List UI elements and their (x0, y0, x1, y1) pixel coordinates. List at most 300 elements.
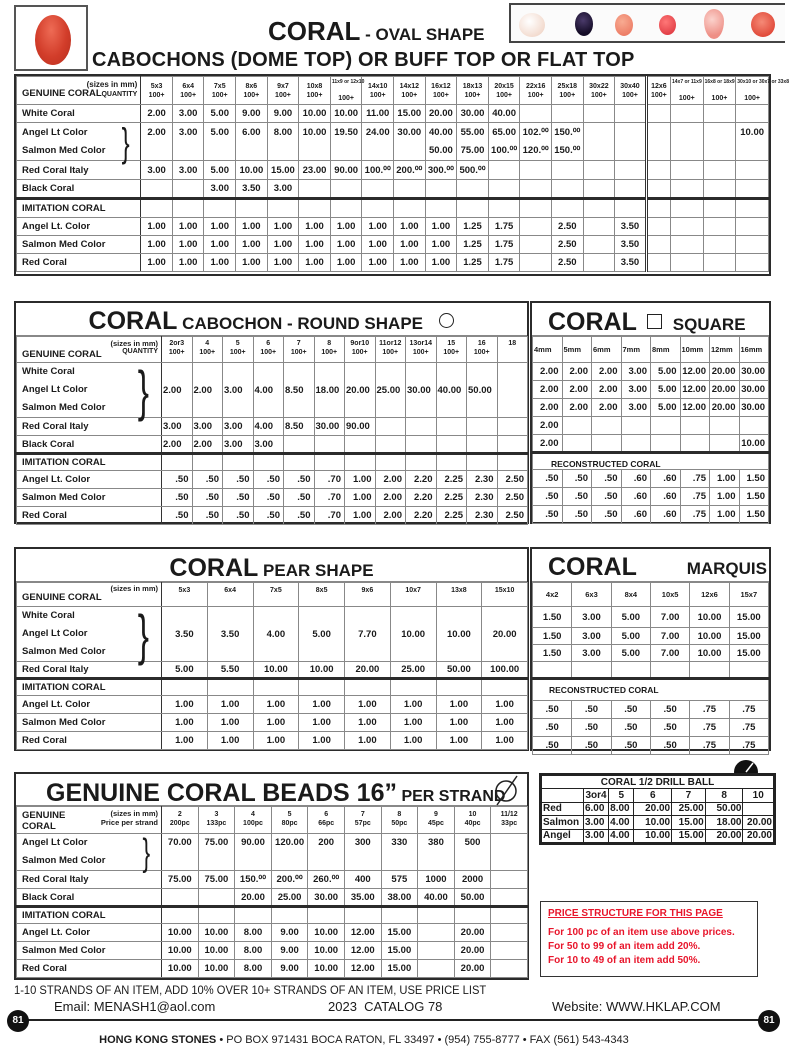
price-cell: 3.00 (621, 363, 651, 381)
imitation-label: IMITATION CORAL (17, 454, 162, 471)
row-label (17, 254, 141, 272)
price-cell: 12.00 (344, 924, 381, 942)
size-label: 4 (205, 340, 210, 347)
price-cell: 1.00 (362, 218, 394, 236)
size-column-header (299, 77, 331, 105)
size-column-header: 7mm (621, 337, 651, 363)
imitation-row (17, 924, 528, 942)
oval-row (17, 123, 769, 142)
price-cell: 40.00 (436, 363, 467, 418)
price-cell (703, 105, 736, 123)
size-column-header (394, 77, 426, 105)
price-cell (488, 180, 520, 199)
square-row (533, 399, 769, 417)
price-rule-1: For 100 pc of an item use above prices. (548, 927, 735, 938)
imitation-row (17, 507, 528, 525)
price-cell (198, 889, 235, 907)
price-cell (651, 417, 681, 435)
price-cell: 18.00 (314, 363, 345, 418)
price-cell: 2.20 (406, 489, 437, 507)
quantity-label: QUANTITY (122, 348, 158, 355)
size-column-header (314, 337, 345, 363)
price-cell: 1.00 (345, 732, 391, 750)
price-cell (375, 418, 406, 436)
square-title-suffix: SQUARE (672, 315, 746, 334)
price-cell: 1.00 (425, 254, 457, 272)
size-column-header (491, 807, 528, 834)
price-cell (162, 889, 199, 907)
price-cell: .50 (611, 719, 650, 737)
price-cell (703, 180, 736, 199)
price-cell (615, 123, 647, 142)
size-column-header (198, 807, 235, 834)
beads-title (16, 774, 527, 806)
price-cell (621, 417, 651, 435)
price-cell: 20.00 (710, 363, 740, 381)
empty-cell (308, 907, 345, 924)
price-cell: 3.00 (572, 645, 611, 662)
price-cell: 1.00 (253, 714, 299, 732)
size-column-header (381, 807, 418, 834)
round-row (17, 418, 528, 436)
price-structure-box (540, 901, 758, 977)
row-label: Red Coral (17, 732, 162, 750)
price-cell: .50 (650, 701, 689, 719)
price-cell: 3.00 (172, 161, 204, 180)
empty-cell (736, 199, 769, 218)
oval-row (17, 180, 769, 199)
size-column-header: 13x8 (436, 583, 482, 607)
price-cell (425, 180, 457, 199)
pieces-label: 57pc (354, 820, 371, 827)
price-cell: 1.50 (533, 628, 572, 645)
price-cell: 10.00 (330, 105, 362, 123)
price-cell: 150.⁰⁰ (551, 142, 583, 161)
footer-email[interactable]: Email: MENASH1@aol.com (54, 999, 216, 1014)
size-column-header: 15x7 (729, 583, 768, 607)
price-cell (670, 236, 703, 254)
price-cell: 50.00 (705, 802, 743, 815)
size-label: 9x7 (277, 82, 289, 90)
price-cell: 8.50 (284, 418, 315, 436)
price-cell: 15.00 (672, 829, 706, 842)
size-label: 7 (360, 811, 365, 818)
price-cell: 7.00 (650, 607, 689, 628)
price-cell: 1.00 (362, 254, 394, 272)
price-cell (491, 889, 528, 907)
price-cell: 5.00 (204, 123, 236, 142)
size-label: 4 (251, 811, 255, 818)
price-cell (670, 254, 703, 272)
imitation-row (17, 489, 528, 507)
pieces-label: 40pc (464, 820, 481, 827)
marquis-table (532, 582, 769, 755)
price-cell: 1.00 (436, 714, 482, 732)
price-cell: 1.00 (236, 218, 268, 236)
quantity-value: 100+ (180, 91, 197, 99)
row-label (17, 218, 141, 236)
reconstructed-row (533, 737, 769, 755)
price-cell (710, 435, 740, 453)
quantity-value: 100+ (433, 91, 449, 99)
price-cell: .50 (284, 507, 315, 525)
brace-icon: } (121, 121, 130, 165)
price-cell: .50 (533, 701, 572, 719)
size-label: 8x6 (245, 82, 258, 90)
size-column-header (284, 337, 315, 363)
price-cell: .50 (533, 719, 572, 737)
price-cell: 2.00 (375, 471, 406, 489)
price-cell (646, 142, 670, 161)
row-label: Salmon (542, 816, 584, 829)
drill-row (542, 829, 774, 842)
price-cell: 8.50 (284, 363, 315, 418)
empty-cell (299, 679, 345, 696)
quantity-value: 100+ (148, 91, 165, 99)
price-cell: 75.00 (198, 834, 235, 871)
reconstructed-row (533, 470, 769, 488)
price-cell: 4.00 (253, 607, 299, 662)
carved-rose-sample (751, 12, 775, 37)
empty-cell (299, 199, 331, 218)
price-cell (497, 436, 528, 454)
price-cell: 15.00 (381, 924, 418, 942)
price-cell (520, 105, 552, 123)
row-name: Angel Lt Color (22, 837, 88, 848)
size-label: 13or14 (409, 340, 433, 347)
price-cell: 55.00 (457, 123, 489, 142)
size-column-header (425, 77, 457, 105)
empty-cell (314, 454, 345, 471)
row-name: Angel Lt Color (22, 384, 88, 395)
empty-cell (253, 679, 299, 696)
price-cell (267, 142, 299, 161)
page-number-left: 81 (7, 1010, 29, 1032)
size-column-header: 15x10 (482, 583, 528, 607)
price-cell (736, 254, 769, 272)
empty-cell (482, 679, 528, 696)
price-cell: .50 (592, 488, 622, 506)
black-coral-sample (575, 12, 593, 36)
imitation-header-row (17, 199, 769, 218)
imitation-header-row (17, 679, 528, 696)
oval-header-row (17, 77, 769, 105)
price-cell: 1.00 (141, 218, 173, 236)
quantity-value: 100+ (369, 91, 386, 99)
price-cell: .75 (729, 719, 768, 737)
price-cell (670, 161, 703, 180)
price-cell: 3.00 (572, 628, 611, 645)
price-cell: 1.00 (207, 732, 253, 750)
empty-cell (418, 907, 455, 924)
price-cell: 10.00 (436, 607, 482, 662)
row-name: Salmon Med Color (22, 145, 106, 157)
price-cell: 1.00 (394, 218, 426, 236)
price-cell (330, 180, 362, 199)
price-cell (615, 161, 647, 180)
price-cell (690, 662, 729, 679)
price-cell: 1.00 (390, 732, 436, 750)
price-cell (583, 254, 615, 272)
marquis-header-row (533, 583, 769, 607)
price-cell: .50 (533, 506, 563, 524)
price-cell (488, 161, 520, 180)
size-label: 25x18 (557, 82, 578, 90)
price-cell: .50 (572, 719, 611, 737)
pear-header-row (17, 583, 528, 607)
quantity-value: 100+ (382, 349, 399, 356)
beads-table (16, 806, 528, 978)
price-cell (562, 435, 592, 453)
price-cell: 2.30 (467, 471, 498, 489)
size-label: 16x8 or 18x9 (704, 78, 735, 85)
price-cell (204, 142, 236, 161)
price-cell: 1.25 (457, 254, 489, 272)
price-cell: 1.00 (345, 507, 376, 525)
size-column-header: 6x3 (572, 583, 611, 607)
size-column-header (457, 77, 489, 105)
price-cell: 2.00 (562, 399, 592, 417)
size-label: 6x4 (182, 82, 194, 90)
price-cell: 10.00 (690, 645, 729, 662)
imitation-row (17, 218, 769, 236)
price-cell (497, 363, 528, 418)
quantity-value: 100+ (527, 91, 544, 99)
price-cell: 5.00 (162, 662, 208, 679)
size-column-header: 5mm (562, 337, 592, 363)
price-cell: 7.00 (650, 645, 689, 662)
price-cell: 90.00 (345, 418, 376, 436)
size-column-header (670, 77, 703, 105)
price-cell (533, 662, 572, 679)
price-cell (172, 180, 204, 199)
price-cell: 30.00 (406, 363, 437, 418)
price-cell: 50.00 (436, 662, 482, 679)
price-cell: 2.00 (192, 436, 223, 454)
price-cell: 3.50 (236, 180, 268, 199)
row-label: Angel (542, 829, 584, 842)
price-cell: .50 (533, 737, 572, 755)
price-cell: 200 (308, 834, 345, 871)
price-cell: 1.50 (739, 488, 769, 506)
row-label: Black Coral (17, 436, 162, 454)
price-cell: 1.00 (267, 254, 299, 272)
quantity-value: 100+ (678, 94, 695, 102)
price-cell: 200.⁰⁰ (394, 161, 426, 180)
price-cell: 10.00 (162, 960, 199, 978)
size-column-header (330, 77, 365, 105)
size-label: 5 (235, 340, 240, 347)
price-cell: 1.00 (299, 714, 345, 732)
price-cell (141, 180, 173, 199)
price-cell: 3.00 (162, 418, 193, 436)
size-label: 8 (327, 340, 332, 347)
imitation-header-row (17, 454, 528, 471)
price-cell: 120.⁰⁰ (520, 142, 552, 161)
price-cell (703, 218, 736, 236)
round-title-suffix: CABOCHON - ROUND SHAPE (177, 314, 423, 333)
sizes-label: (sizes in mm) (86, 80, 138, 89)
price-cell: 15.00 (729, 607, 768, 628)
row-name: Red Coral Italy (22, 164, 89, 176)
price-cell: .75 (729, 737, 768, 755)
price-cell: 3.00 (172, 105, 204, 123)
empty-cell (198, 907, 235, 924)
beads-row (17, 889, 528, 907)
genuine-coral-label: GENUINE CORAL (22, 349, 102, 360)
imitation-row (17, 236, 769, 254)
price-cell (736, 236, 769, 254)
size-column-header: 10 (743, 789, 774, 802)
size-column-header (488, 77, 520, 105)
price-cell (736, 142, 769, 161)
price-cell: 10.00 (390, 607, 436, 662)
price-cell: 1.00 (330, 218, 362, 236)
price-cell: 5.00 (651, 381, 681, 399)
price-cell: 2.20 (406, 507, 437, 525)
white-coral-sample (519, 13, 545, 37)
row-label: Salmon Med Color (17, 714, 162, 732)
size-label: 15 (447, 340, 456, 347)
row-name: Salmon Med Color (22, 646, 106, 657)
imitation-row (17, 942, 528, 960)
drill-title: CORAL 1/2 DRILL BALL (542, 776, 774, 789)
price-cell: 3.50 (615, 254, 647, 272)
price-cell: 8.00 (267, 123, 299, 142)
size-column-header (406, 337, 437, 363)
price-cell: 1.75 (488, 236, 520, 254)
pear-row (17, 662, 528, 679)
price-cell (646, 254, 670, 272)
price-cell: 10.00 (736, 123, 769, 142)
size-column-header (344, 807, 381, 834)
size-column-header (520, 77, 552, 105)
price-cell: 150.⁰⁰ (551, 123, 583, 142)
price-cell: 300 (344, 834, 381, 871)
row-label (17, 180, 141, 199)
size-column-header (454, 807, 491, 834)
price-cell: 75.00 (457, 142, 489, 161)
size-label: 2 (177, 811, 182, 818)
reconstructed-row (533, 488, 769, 506)
price-cell: 19.50 (330, 123, 362, 142)
price-cell: 7.00 (650, 628, 689, 645)
price-cell: 30.00 (308, 889, 345, 907)
price-cell: .75 (690, 701, 729, 719)
square-title-main: CORAL (548, 308, 637, 336)
price-cell: 2.20 (406, 471, 437, 489)
price-cell (418, 924, 455, 942)
empty-cell (141, 199, 173, 218)
drill-title-row (542, 776, 774, 789)
size-column-header (223, 337, 254, 363)
price-cell: 10.00 (299, 123, 331, 142)
price-cell: 1.25 (457, 218, 489, 236)
price-cell: 1.00 (207, 714, 253, 732)
row-label: Angel Lt. Color (17, 471, 162, 489)
size-column-header: 16mm (739, 337, 769, 363)
empty-cell (390, 679, 436, 696)
price-cell (583, 236, 615, 254)
price-cell (670, 180, 703, 199)
beads-title-main: GENUINE CORAL BEADS 16” (46, 779, 397, 807)
price-cell: 1.00 (345, 489, 376, 507)
marquis-title-main: CORAL (548, 553, 637, 581)
drill-table (541, 775, 774, 843)
imitation-label: IMITATION CORAL (17, 679, 162, 696)
price-cell: 400 (344, 871, 381, 889)
price-cell: 10.00 (162, 942, 199, 960)
price-cell: 100.⁰⁰ (362, 161, 394, 180)
size-column-header: 6mm (592, 337, 622, 363)
row-label: Angel Lt. Color (17, 696, 162, 714)
price-cell: 1.00 (299, 236, 331, 254)
price-cell: 20.00 (454, 960, 491, 978)
grouped-row (17, 607, 528, 662)
quantity-value: 100+ (229, 349, 246, 356)
size-column-header (162, 807, 199, 834)
price-cell: 5.00 (611, 645, 650, 662)
row-label: Red Coral Italy (17, 662, 162, 679)
square-price-table (530, 301, 771, 524)
price-cell: 1.00 (204, 236, 236, 254)
empty-cell (381, 907, 418, 924)
size-column-header (418, 807, 455, 834)
price-cell: 3.00 (621, 399, 651, 417)
size-label: 8 (397, 811, 402, 818)
price-cell: 3.00 (621, 381, 651, 399)
page-number-right: 81 (758, 1010, 780, 1032)
size-label: 30x40 (620, 82, 640, 90)
empty-cell (491, 907, 528, 924)
price-cell: 20.00 (743, 816, 774, 829)
price-cell: 15.00 (729, 628, 768, 645)
round-row (17, 436, 528, 454)
price-cell: 15.00 (381, 960, 418, 978)
price-cell: .50 (253, 507, 284, 525)
empty-cell (284, 454, 315, 471)
price-cell: 1.00 (330, 236, 362, 254)
price-cell: 1.00 (236, 254, 268, 272)
row-name: White Coral (22, 108, 75, 119)
price-cell: 15.00 (672, 816, 706, 829)
size-column-header: 8x4 (611, 583, 650, 607)
price-cell (703, 123, 736, 142)
row-name: Salmon Med Color (22, 402, 106, 413)
price-cell: .50 (650, 737, 689, 755)
brace-icon: } (138, 603, 150, 666)
size-label: 14x12 (399, 82, 420, 90)
price-cell (436, 418, 467, 436)
size-label: 6 (266, 340, 271, 347)
size-column-header (172, 77, 204, 105)
empty-cell (646, 199, 670, 218)
price-cell: 1.00 (299, 218, 331, 236)
price-cell: 3.00 (583, 816, 608, 829)
price-cell: 3.00 (141, 161, 173, 180)
price-cell: 1.00 (436, 696, 482, 714)
price-cell: .70 (314, 489, 345, 507)
price-cell: 5.00 (651, 399, 681, 417)
price-cell: 2.50 (551, 218, 583, 236)
pear-table (16, 582, 528, 750)
price-cell: 10.00 (236, 161, 268, 180)
footer-website[interactable]: Website: WWW.HKLAP.COM (552, 999, 721, 1014)
price-cell: .50 (533, 488, 563, 506)
price-cell: .50 (162, 507, 193, 525)
price-cell: 50.00 (467, 363, 498, 418)
price-cell: 18.00 (705, 816, 743, 829)
